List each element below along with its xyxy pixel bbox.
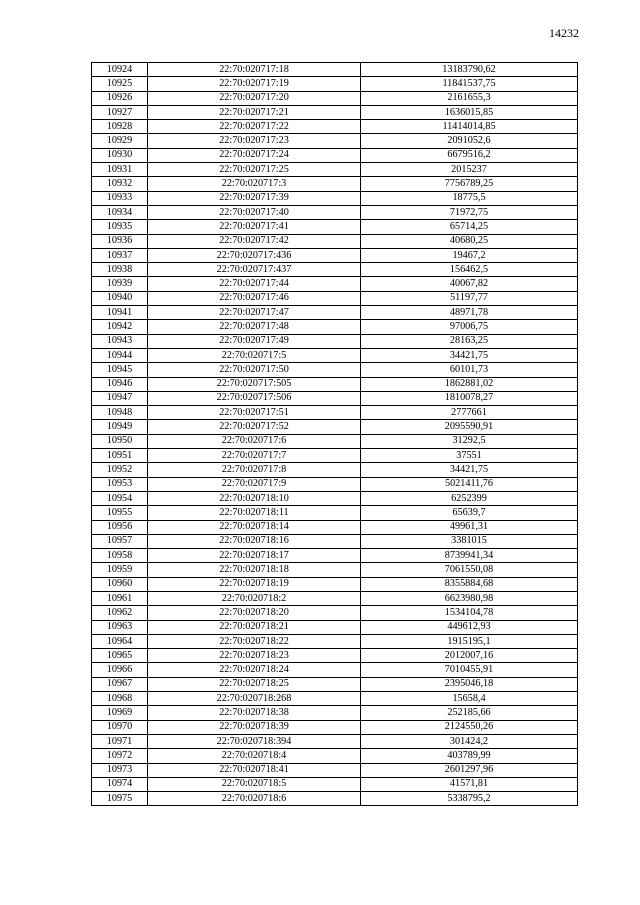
table-row bbox=[92, 63, 578, 77]
row-number-cell: 10928 bbox=[92, 120, 148, 134]
row-number-cell: 10938 bbox=[92, 263, 148, 277]
cadastral-number-cell: 22:70:020718:20 bbox=[148, 606, 361, 620]
cadastral-number-cell: 22:70:020718:6 bbox=[148, 792, 361, 806]
cadastral-number-cell: 22:70:020717:40 bbox=[148, 205, 361, 219]
row-number-cell: 10962 bbox=[92, 606, 148, 620]
table-row bbox=[92, 449, 578, 463]
value-cell: 1810078,27 bbox=[361, 391, 578, 405]
value-cell: 40067,82 bbox=[361, 277, 578, 291]
table-row bbox=[92, 763, 578, 777]
value-cell: 156462,5 bbox=[361, 263, 578, 277]
cadastral-number-cell: 22:70:020717:47 bbox=[148, 306, 361, 320]
cadastral-number-cell: 22:70:020717:42 bbox=[148, 234, 361, 248]
cadastral-number-cell: 22:70:020718:394 bbox=[148, 734, 361, 748]
cadastral-number-cell: 22:70:020718:23 bbox=[148, 649, 361, 663]
table-row bbox=[92, 248, 578, 262]
page-number: 14232 bbox=[549, 26, 579, 40]
cadastral-number-cell: 22:70:020718:14 bbox=[148, 520, 361, 534]
cadastral-number-cell: 22:70:020718:5 bbox=[148, 777, 361, 791]
table-row bbox=[92, 777, 578, 791]
value-cell: 28163,25 bbox=[361, 334, 578, 348]
cadastral-number-cell: 22:70:020717:51 bbox=[148, 406, 361, 420]
table-row bbox=[92, 191, 578, 205]
value-cell: 3381015 bbox=[361, 534, 578, 548]
cadastral-number-cell: 22:70:020718:38 bbox=[148, 706, 361, 720]
cadastral-number-cell: 22:70:020718:24 bbox=[148, 663, 361, 677]
table-row bbox=[92, 563, 578, 577]
table-row bbox=[92, 420, 578, 434]
value-cell: 31292,5 bbox=[361, 434, 578, 448]
cadastral-number-cell: 22:70:020717:18 bbox=[148, 63, 361, 77]
value-cell: 5021411,76 bbox=[361, 477, 578, 491]
row-number-cell: 10963 bbox=[92, 620, 148, 634]
row-number-cell: 10956 bbox=[92, 520, 148, 534]
value-cell: 2124550,26 bbox=[361, 720, 578, 734]
value-cell: 6252399 bbox=[361, 491, 578, 505]
cadastral-number-cell: 22:70:020717:21 bbox=[148, 105, 361, 119]
value-cell: 2091052,6 bbox=[361, 134, 578, 148]
table-row bbox=[92, 348, 578, 362]
value-cell: 2395046,18 bbox=[361, 677, 578, 691]
value-cell: 51197,77 bbox=[361, 291, 578, 305]
row-number-cell: 10958 bbox=[92, 549, 148, 563]
table-row bbox=[92, 792, 578, 806]
table-row bbox=[92, 377, 578, 391]
row-number-cell: 10966 bbox=[92, 663, 148, 677]
value-cell: 34421,75 bbox=[361, 348, 578, 362]
row-number-cell: 10950 bbox=[92, 434, 148, 448]
cadastral-number-cell: 22:70:020717:48 bbox=[148, 320, 361, 334]
value-cell: 11414014,85 bbox=[361, 120, 578, 134]
row-number-cell: 10935 bbox=[92, 220, 148, 234]
table-row bbox=[92, 406, 578, 420]
row-number-cell: 10937 bbox=[92, 248, 148, 262]
table-row bbox=[92, 234, 578, 248]
table-row bbox=[92, 120, 578, 134]
cadastral-number-cell: 22:70:020718:18 bbox=[148, 563, 361, 577]
table-row bbox=[92, 606, 578, 620]
table-row bbox=[92, 520, 578, 534]
cadastral-number-cell: 22:70:020717:505 bbox=[148, 377, 361, 391]
row-number-cell: 10949 bbox=[92, 420, 148, 434]
table-row bbox=[92, 577, 578, 591]
row-number-cell: 10957 bbox=[92, 534, 148, 548]
cadastral-number-cell: 22:70:020718:2 bbox=[148, 591, 361, 605]
cadastral-number-cell: 22:70:020717:44 bbox=[148, 277, 361, 291]
cadastral-number-cell: 22:70:020718:25 bbox=[148, 677, 361, 691]
value-cell: 1534104,78 bbox=[361, 606, 578, 620]
cadastral-number-cell: 22:70:020718:10 bbox=[148, 491, 361, 505]
cadastral-number-cell: 22:70:020718:11 bbox=[148, 506, 361, 520]
row-number-cell: 10951 bbox=[92, 449, 148, 463]
row-number-cell: 10929 bbox=[92, 134, 148, 148]
row-number-cell: 10926 bbox=[92, 91, 148, 105]
value-cell: 71972,75 bbox=[361, 205, 578, 219]
table-row bbox=[92, 363, 578, 377]
value-cell: 41571,81 bbox=[361, 777, 578, 791]
value-cell: 2012007,16 bbox=[361, 649, 578, 663]
table-row bbox=[92, 320, 578, 334]
table-row bbox=[92, 91, 578, 105]
value-cell: 1636015,85 bbox=[361, 105, 578, 119]
value-cell: 65639,7 bbox=[361, 506, 578, 520]
row-number-cell: 10953 bbox=[92, 477, 148, 491]
row-number-cell: 10961 bbox=[92, 591, 148, 605]
value-cell: 1915195,1 bbox=[361, 634, 578, 648]
row-number-cell: 10955 bbox=[92, 506, 148, 520]
value-cell: 2095590,91 bbox=[361, 420, 578, 434]
row-number-cell: 10969 bbox=[92, 706, 148, 720]
table-row bbox=[92, 720, 578, 734]
table-row bbox=[92, 749, 578, 763]
cadastral-number-cell: 22:70:020717:20 bbox=[148, 91, 361, 105]
cadastral-number-cell: 22:70:020718:39 bbox=[148, 720, 361, 734]
value-cell: 301424,2 bbox=[361, 734, 578, 748]
cadastral-number-cell: 22:70:020718:17 bbox=[148, 549, 361, 563]
cadastral-number-cell: 22:70:020717:437 bbox=[148, 263, 361, 277]
table-row bbox=[92, 706, 578, 720]
row-number-cell: 10970 bbox=[92, 720, 148, 734]
cadastral-number-cell: 22:70:020717:23 bbox=[148, 134, 361, 148]
row-number-cell: 10960 bbox=[92, 577, 148, 591]
cadastral-number-cell: 22:70:020717:46 bbox=[148, 291, 361, 305]
cadastral-number-cell: 22:70:020718:41 bbox=[148, 763, 361, 777]
table-row bbox=[92, 677, 578, 691]
row-number-cell: 10975 bbox=[92, 792, 148, 806]
cadastral-number-cell: 22:70:020717:19 bbox=[148, 77, 361, 91]
row-number-cell: 10971 bbox=[92, 734, 148, 748]
value-cell: 8739941,34 bbox=[361, 549, 578, 563]
value-cell: 11841537,75 bbox=[361, 77, 578, 91]
cadastral-number-cell: 22:70:020717:3 bbox=[148, 177, 361, 191]
value-cell: 8355884,68 bbox=[361, 577, 578, 591]
table-row bbox=[92, 391, 578, 405]
row-number-cell: 10947 bbox=[92, 391, 148, 405]
table-row bbox=[92, 105, 578, 119]
value-cell: 449612,93 bbox=[361, 620, 578, 634]
cadastral-number-cell: 22:70:020717:436 bbox=[148, 248, 361, 262]
value-cell: 5338795,2 bbox=[361, 792, 578, 806]
table-row bbox=[92, 477, 578, 491]
value-cell: 2601297,96 bbox=[361, 763, 578, 777]
cadastral-number-cell: 22:70:020717:7 bbox=[148, 449, 361, 463]
cadastral-number-cell: 22:70:020718:19 bbox=[148, 577, 361, 591]
table-row bbox=[92, 334, 578, 348]
table-body bbox=[92, 63, 578, 806]
row-number-cell: 10946 bbox=[92, 377, 148, 391]
value-cell: 13183790,62 bbox=[361, 63, 578, 77]
row-number-cell: 10932 bbox=[92, 177, 148, 191]
row-number-cell: 10972 bbox=[92, 749, 148, 763]
row-number-cell: 10968 bbox=[92, 692, 148, 706]
value-cell: 7010455,91 bbox=[361, 663, 578, 677]
table-row bbox=[92, 620, 578, 634]
value-cell: 37551 bbox=[361, 449, 578, 463]
value-cell: 18775,5 bbox=[361, 191, 578, 205]
row-number-cell: 10925 bbox=[92, 77, 148, 91]
row-number-cell: 10967 bbox=[92, 677, 148, 691]
value-cell: 1862881,02 bbox=[361, 377, 578, 391]
cadastral-number-cell: 22:70:020718:16 bbox=[148, 534, 361, 548]
row-number-cell: 10936 bbox=[92, 234, 148, 248]
cadastral-number-cell: 22:70:020717:8 bbox=[148, 463, 361, 477]
row-number-cell: 10973 bbox=[92, 763, 148, 777]
cadastral-number-cell: 22:70:020718:4 bbox=[148, 749, 361, 763]
cadastral-number-cell: 22:70:020717:5 bbox=[148, 348, 361, 362]
table-row bbox=[92, 77, 578, 91]
table-row bbox=[92, 491, 578, 505]
row-number-cell: 10944 bbox=[92, 348, 148, 362]
cadastral-number-cell: 22:70:020717:49 bbox=[148, 334, 361, 348]
cadastral-number-cell: 22:70:020717:25 bbox=[148, 163, 361, 177]
value-cell: 48971,78 bbox=[361, 306, 578, 320]
table-row bbox=[92, 534, 578, 548]
table-row bbox=[92, 649, 578, 663]
value-cell: 403789,99 bbox=[361, 749, 578, 763]
table-row bbox=[92, 692, 578, 706]
table-row bbox=[92, 177, 578, 191]
table-row bbox=[92, 205, 578, 219]
row-number-cell: 10933 bbox=[92, 191, 148, 205]
cadastral-number-cell: 22:70:020717:6 bbox=[148, 434, 361, 448]
cadastral-number-cell: 22:70:020717:9 bbox=[148, 477, 361, 491]
value-cell: 252185,66 bbox=[361, 706, 578, 720]
value-cell: 7756789,25 bbox=[361, 177, 578, 191]
row-number-cell: 10974 bbox=[92, 777, 148, 791]
row-number-cell: 10964 bbox=[92, 634, 148, 648]
row-number-cell: 10948 bbox=[92, 406, 148, 420]
table-row bbox=[92, 663, 578, 677]
cadastral-number-cell: 22:70:020717:506 bbox=[148, 391, 361, 405]
cadastral-number-cell: 22:70:020717:24 bbox=[148, 148, 361, 162]
row-number-cell: 10943 bbox=[92, 334, 148, 348]
table-row bbox=[92, 463, 578, 477]
cadastral-number-cell: 22:70:020717:39 bbox=[148, 191, 361, 205]
table-row bbox=[92, 506, 578, 520]
cadastral-number-cell: 22:70:020718:268 bbox=[148, 692, 361, 706]
value-cell: 6623980,98 bbox=[361, 591, 578, 605]
table-row bbox=[92, 220, 578, 234]
cadastral-number-cell: 22:70:020717:52 bbox=[148, 420, 361, 434]
value-cell: 65714,25 bbox=[361, 220, 578, 234]
table-row bbox=[92, 434, 578, 448]
cadastral-number-cell: 22:70:020717:22 bbox=[148, 120, 361, 134]
table-row bbox=[92, 163, 578, 177]
table-row bbox=[92, 291, 578, 305]
row-number-cell: 10927 bbox=[92, 105, 148, 119]
value-cell: 19467,2 bbox=[361, 248, 578, 262]
value-cell: 97006,75 bbox=[361, 320, 578, 334]
table-row bbox=[92, 591, 578, 605]
value-cell: 7061550,08 bbox=[361, 563, 578, 577]
value-cell: 34421,75 bbox=[361, 463, 578, 477]
row-number-cell: 10940 bbox=[92, 291, 148, 305]
row-number-cell: 10939 bbox=[92, 277, 148, 291]
cadastral-value-table bbox=[91, 62, 578, 806]
row-number-cell: 10952 bbox=[92, 463, 148, 477]
row-number-cell: 10924 bbox=[92, 63, 148, 77]
value-cell: 49961,31 bbox=[361, 520, 578, 534]
cadastral-number-cell: 22:70:020718:21 bbox=[148, 620, 361, 634]
table-row bbox=[92, 277, 578, 291]
value-cell: 2777661 bbox=[361, 406, 578, 420]
table-row bbox=[92, 549, 578, 563]
row-number-cell: 10945 bbox=[92, 363, 148, 377]
table-row bbox=[92, 134, 578, 148]
table-row bbox=[92, 734, 578, 748]
value-cell: 40680,25 bbox=[361, 234, 578, 248]
row-number-cell: 10931 bbox=[92, 163, 148, 177]
cadastral-number-cell: 22:70:020717:50 bbox=[148, 363, 361, 377]
row-number-cell: 10930 bbox=[92, 148, 148, 162]
row-number-cell: 10941 bbox=[92, 306, 148, 320]
cadastral-number-cell: 22:70:020718:22 bbox=[148, 634, 361, 648]
table-row bbox=[92, 306, 578, 320]
value-cell: 6679516,2 bbox=[361, 148, 578, 162]
table-row bbox=[92, 263, 578, 277]
row-number-cell: 10942 bbox=[92, 320, 148, 334]
row-number-cell: 10965 bbox=[92, 649, 148, 663]
cadastral-number-cell: 22:70:020717:41 bbox=[148, 220, 361, 234]
table-row bbox=[92, 148, 578, 162]
row-number-cell: 10934 bbox=[92, 205, 148, 219]
value-cell: 2161655,3 bbox=[361, 91, 578, 105]
value-cell: 2015237 bbox=[361, 163, 578, 177]
row-number-cell: 10954 bbox=[92, 491, 148, 505]
value-cell: 60101,73 bbox=[361, 363, 578, 377]
table-row bbox=[92, 634, 578, 648]
row-number-cell: 10959 bbox=[92, 563, 148, 577]
value-cell: 15658,4 bbox=[361, 692, 578, 706]
